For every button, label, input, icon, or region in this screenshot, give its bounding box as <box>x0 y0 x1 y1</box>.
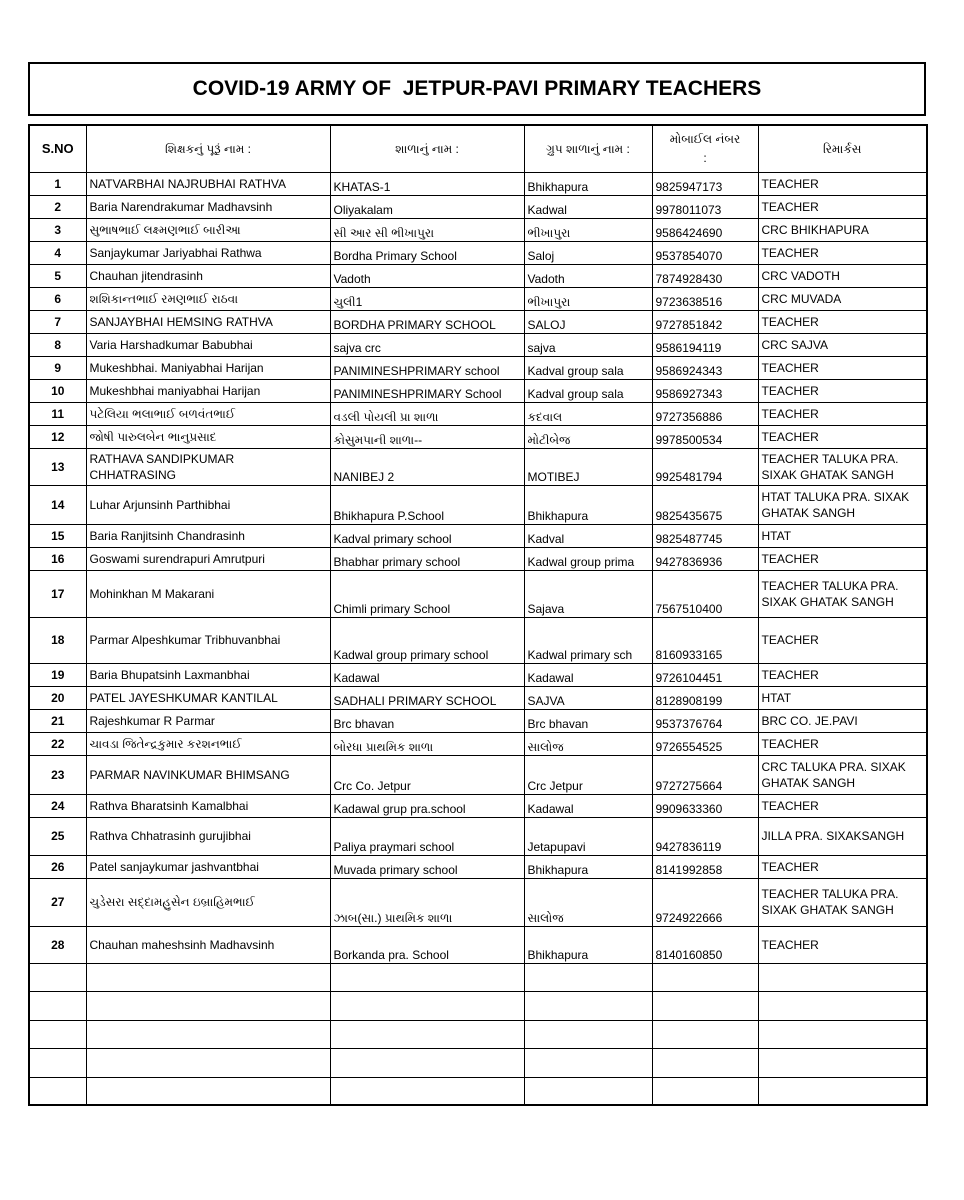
remarks-text: TEACHER <box>761 551 819 566</box>
mobile-number-cell: 9925481794 <box>652 448 758 485</box>
teacher-name-text: Chauhan maheshsinh Madhavsinh <box>89 937 275 952</box>
table-row <box>29 356 927 379</box>
group-school-name-cell: Jetapupavi <box>524 817 652 855</box>
mobile-number-cell: 9723638516 <box>652 287 758 310</box>
teacher-name-text: Varia Harshadkumar Babubhai <box>89 337 253 352</box>
remarks-text: HTAT <box>761 690 792 705</box>
teacher-name-cell <box>86 709 330 732</box>
teacher-name-text: પટેલિયા ભલાભાઈ બળવંતભાઈ <box>89 406 236 421</box>
empty-cell <box>29 991 86 1020</box>
teacher-name-text: Mohinkhan M Makarani <box>89 586 215 601</box>
school-name-cell: Bordha Primary School <box>330 241 524 264</box>
group-school-name-cell: Kadval group sala <box>524 379 652 402</box>
mobile-number-cell: 9427836936 <box>652 547 758 570</box>
sno-cell: 25 <box>29 817 86 855</box>
table-row <box>29 617 927 663</box>
empty-cell <box>758 1048 927 1077</box>
table-row <box>29 570 927 617</box>
mobile-number-cell: 9727851842 <box>652 310 758 333</box>
sno-cell: 18 <box>29 617 86 663</box>
empty-cell <box>29 963 86 991</box>
remarks-text: BRC CO. JE.PAVI <box>761 713 858 728</box>
group-school-name-cell: SAJVA <box>524 686 652 709</box>
mobile-number-cell: 9537376764 <box>652 709 758 732</box>
remarks-text: TEACHER <box>761 859 819 874</box>
sno-cell: 6 <box>29 287 86 310</box>
school-name-cell: ચુલી1 <box>330 287 524 310</box>
school-name-cell: Kadwal group primary school <box>330 617 524 663</box>
group-school-name-cell: ભીખાપુરા <box>524 218 652 241</box>
group-school-name-cell: ભીખાપુરા <box>524 287 652 310</box>
mobile-number-cell: 9909633360 <box>652 794 758 817</box>
teacher-name-cell <box>86 755 330 794</box>
table-row <box>29 195 927 218</box>
teacher-name-cell <box>86 264 330 287</box>
group-school-name-cell: Vadoth <box>524 264 652 287</box>
remarks-cell <box>758 794 927 817</box>
empty-cell <box>330 991 524 1020</box>
empty-row <box>29 1020 927 1048</box>
school-name-cell: સી આર સી ભીખાપુરા <box>330 218 524 241</box>
sno-cell: 27 <box>29 878 86 926</box>
mobile-number-cell: 9727356886 <box>652 402 758 425</box>
teacher-name-cell <box>86 402 330 425</box>
remarks-cell <box>758 855 927 878</box>
remarks-cell <box>758 310 927 333</box>
group-school-name-cell: Kadwal <box>524 195 652 218</box>
school-name-cell: sajva crc <box>330 333 524 356</box>
school-name-cell: Muvada primary school <box>330 855 524 878</box>
teacher-name-cell <box>86 524 330 547</box>
school-name-cell: NANIBEJ 2 <box>330 448 524 485</box>
teacher-name-cell <box>86 485 330 524</box>
teacher-name-text: Sanjaykumar Jariyabhai Rathwa <box>89 245 262 260</box>
remarks-cell <box>758 878 927 926</box>
teacher-name-text: Rathva Chhatrasinh gurujibhai <box>89 829 251 843</box>
remarks-cell <box>758 617 927 663</box>
group-school-name-cell: MOTIBEJ <box>524 448 652 485</box>
remarks-cell <box>758 926 927 963</box>
empty-cell <box>29 1048 86 1077</box>
mobile-number-cell: 9825487745 <box>652 524 758 547</box>
empty-cell <box>652 1020 758 1048</box>
remarks-cell <box>758 379 927 402</box>
sno-cell: 26 <box>29 855 86 878</box>
group-school-name-cell: કદવાલ <box>524 402 652 425</box>
empty-cell <box>758 991 927 1020</box>
remarks-text: TEACHER <box>761 314 819 329</box>
remarks-text: CRC BHIKHAPURA <box>761 222 869 237</box>
table-row <box>29 218 927 241</box>
teacher-name-text: ચુડેસરા સદ્દામહુસેન ઇબ્રાહિમભાઈ <box>89 895 255 909</box>
teacher-name-cell <box>86 878 330 926</box>
group-school-name-cell: Bhikhapura <box>524 172 652 195</box>
sno-cell: 11 <box>29 402 86 425</box>
table-row <box>29 663 927 686</box>
school-name-cell: Kadval primary school <box>330 524 524 547</box>
empty-row <box>29 963 927 991</box>
table-body <box>29 172 927 1105</box>
remarks-cell <box>758 524 927 547</box>
school-name-cell: ઝાબ(સા.) પ્રાથમિક શાળા <box>330 878 524 926</box>
empty-cell <box>86 1077 330 1105</box>
school-name-cell: Borkanda pra. School <box>330 926 524 963</box>
mobile-number-cell: 9427836119 <box>652 817 758 855</box>
teacher-name-cell <box>86 310 330 333</box>
teacher-name-cell <box>86 926 330 963</box>
teacher-name-cell <box>86 617 330 663</box>
empty-row <box>29 991 927 1020</box>
remarks-cell <box>758 817 927 855</box>
empty-cell <box>524 1020 652 1048</box>
mobile-number-cell: 9724922666 <box>652 878 758 926</box>
sno-cell: 20 <box>29 686 86 709</box>
teacher-name-cell <box>86 448 330 485</box>
teacher-name-text: Goswami surendrapuri Amrutpuri <box>89 551 265 566</box>
remarks-cell <box>758 663 927 686</box>
teacher-name-text: Mukeshbhai. Maniyabhai Harijan <box>89 360 264 375</box>
group-school-name-cell: Bhikhapura <box>524 855 652 878</box>
header-remarks: રિમાર્કસ <box>758 125 927 172</box>
sno-cell: 13 <box>29 448 86 485</box>
empty-cell <box>758 1020 927 1048</box>
remarks-text: TEACHER <box>761 429 819 444</box>
sno-cell: 22 <box>29 732 86 755</box>
table-row <box>29 402 927 425</box>
teacher-name-text: PATEL JAYESHKUMAR KANTILAL <box>89 690 278 705</box>
group-school-name-cell: Kadval <box>524 524 652 547</box>
teacher-name-text: Mukeshbhai maniyabhai Harijan <box>89 383 261 398</box>
table-row <box>29 755 927 794</box>
group-school-name-cell: sajva <box>524 333 652 356</box>
header-row <box>29 125 927 172</box>
group-school-name-cell: Kadval group sala <box>524 356 652 379</box>
remarks-cell <box>758 686 927 709</box>
sno-cell: 4 <box>29 241 86 264</box>
remarks-cell <box>758 570 927 617</box>
school-name-cell: Oliyakalam <box>330 195 524 218</box>
teacher-name-cell <box>86 379 330 402</box>
remarks-text: TEACHER <box>761 199 819 214</box>
remarks-text: TEACHER <box>761 798 819 813</box>
teacher-name-text: ચાવડા જિતેન્દ્રકુમાર કરશનભાઈ <box>89 736 242 751</box>
mobile-number-cell: 9537854070 <box>652 241 758 264</box>
empty-cell <box>86 1020 330 1048</box>
sno-cell: 5 <box>29 264 86 287</box>
mobile-number-cell: 9825947173 <box>652 172 758 195</box>
teacher-name-cell <box>86 817 330 855</box>
empty-cell <box>652 963 758 991</box>
remarks-cell <box>758 241 927 264</box>
table-row <box>29 172 927 195</box>
mobile-number-cell: 9586924343 <box>652 356 758 379</box>
teacher-name-text: Rajeshkumar R Parmar <box>89 713 215 728</box>
empty-cell <box>524 1077 652 1105</box>
remarks-cell <box>758 547 927 570</box>
teacher-name-cell <box>86 287 330 310</box>
remarks-cell <box>758 709 927 732</box>
header-teacher-name: શિક્ષકનું પૂરૂં નામ : <box>86 125 330 172</box>
teacher-name-cell <box>86 425 330 448</box>
header-group-school-name: ગ્રુપ શાળાનું નામ : <box>524 125 652 172</box>
teacher-name-cell <box>86 732 330 755</box>
header-sno: S.NO <box>29 125 86 172</box>
empty-cell <box>652 1077 758 1105</box>
teacher-name-cell <box>86 195 330 218</box>
empty-cell <box>758 1077 927 1105</box>
table-row <box>29 686 927 709</box>
school-name-cell: Paliya praymari school <box>330 817 524 855</box>
remarks-text: HTAT TALUKA PRA. SIXAK GHATAK SANGH <box>761 489 910 520</box>
sno-cell: 15 <box>29 524 86 547</box>
empty-cell <box>330 1020 524 1048</box>
remarks-text: TEACHER <box>761 245 819 260</box>
school-name-cell: KHATAS-1 <box>330 172 524 195</box>
teacher-name-text: Rathva Bharatsinh Kamalbhai <box>89 798 249 813</box>
remarks-cell <box>758 172 927 195</box>
sno-cell: 12 <box>29 425 86 448</box>
teacher-name-text: શશિકાન્તભાઈ રમણભાઈ રાઠવા <box>89 291 239 306</box>
remarks-cell <box>758 287 927 310</box>
sno-cell: 8 <box>29 333 86 356</box>
table-row <box>29 926 927 963</box>
mobile-number-cell: 9825435675 <box>652 485 758 524</box>
remarks-text: TEACHER <box>761 360 819 375</box>
remarks-text: HTAT <box>761 528 792 543</box>
remarks-text: JILLA PRA. SIXAKSANGH <box>761 829 905 843</box>
sno-cell: 28 <box>29 926 86 963</box>
empty-cell <box>524 991 652 1020</box>
teacher-name-cell <box>86 794 330 817</box>
remarks-cell <box>758 425 927 448</box>
school-name-cell: Kadawal grup pra.school <box>330 794 524 817</box>
remarks-text: TEACHER <box>761 937 819 952</box>
sno-cell: 17 <box>29 570 86 617</box>
teachers-table <box>28 124 928 1106</box>
mobile-number-cell: 8160933165 <box>652 617 758 663</box>
teacher-name-cell <box>86 663 330 686</box>
teacher-name-cell <box>86 356 330 379</box>
remarks-text: CRC TALUKA PRA. SIXAK GHATAK SANGH <box>761 759 906 790</box>
teacher-name-text: સુભાષભાઈ લક્ષ્મણભાઈ બારીઆ <box>89 222 241 237</box>
table-row <box>29 448 927 485</box>
teacher-name-text: Patel sanjaykumar jashvantbhai <box>89 859 259 874</box>
remarks-cell <box>758 402 927 425</box>
table-row <box>29 333 927 356</box>
mobile-number-cell: 9586927343 <box>652 379 758 402</box>
mobile-number-cell: 8140160850 <box>652 926 758 963</box>
teacher-name-cell <box>86 218 330 241</box>
teacher-name-text: જોષી પારુલબેન ભાનુપ્રસાદ <box>89 429 217 444</box>
sno-cell: 9 <box>29 356 86 379</box>
school-name-cell: વડલી પોયલી પ્રા શાળા <box>330 402 524 425</box>
teacher-name-text: PARMAR NAVINKUMAR BHIMSANG <box>89 767 290 782</box>
school-name-cell: BORDHA PRIMARY SCHOOL <box>330 310 524 333</box>
group-school-name-cell: Sajava <box>524 570 652 617</box>
teacher-name-text: Baria Bhupatsinh Laxmanbhai <box>89 667 250 682</box>
empty-cell <box>524 1048 652 1077</box>
empty-cell <box>330 1077 524 1105</box>
remarks-cell <box>758 448 927 485</box>
group-school-name-cell: Bhikhapura <box>524 485 652 524</box>
empty-cell <box>652 1048 758 1077</box>
teacher-name-cell <box>86 855 330 878</box>
remarks-text: TEACHER <box>761 736 819 751</box>
empty-cell <box>652 991 758 1020</box>
table-row <box>29 547 927 570</box>
table-row <box>29 264 927 287</box>
teacher-name-cell <box>86 172 330 195</box>
remarks-text: TEACHER <box>761 667 819 682</box>
table-row <box>29 379 927 402</box>
teacher-name-text: NATVARBHAI NAJRUBHAI RATHVA <box>89 176 286 191</box>
mobile-number-cell: 7874928430 <box>652 264 758 287</box>
group-school-name-cell: સાલોજ <box>524 732 652 755</box>
school-name-cell: બોરધા પ્રાથમિક શાળા <box>330 732 524 755</box>
empty-cell <box>86 963 330 991</box>
school-name-cell: Kadawal <box>330 663 524 686</box>
table-row <box>29 855 927 878</box>
empty-row <box>29 1077 927 1105</box>
remarks-cell <box>758 264 927 287</box>
school-name-cell: PANIMINESHPRIMARY school <box>330 356 524 379</box>
mobile-number-cell: 9726554525 <box>652 732 758 755</box>
mobile-number-cell: 9978500534 <box>652 425 758 448</box>
sno-cell: 14 <box>29 485 86 524</box>
teacher-name-text: Luhar Arjunsinh Parthibhai <box>89 497 231 512</box>
teacher-name-text: Baria Ranjitsinh Chandrasinh <box>89 528 245 543</box>
title-box <box>28 62 926 116</box>
remarks-cell <box>758 333 927 356</box>
remarks-cell <box>758 732 927 755</box>
table-row <box>29 817 927 855</box>
mobile-number-cell: 9586194119 <box>652 333 758 356</box>
sno-cell: 23 <box>29 755 86 794</box>
mobile-number-cell: 9726104451 <box>652 663 758 686</box>
sno-cell: 21 <box>29 709 86 732</box>
remarks-text: TEACHER TALUKA PRA. SIXAK GHATAK SANGH <box>761 451 899 482</box>
sno-cell: 1 <box>29 172 86 195</box>
empty-cell <box>758 963 927 991</box>
sno-cell: 10 <box>29 379 86 402</box>
table-row <box>29 709 927 732</box>
page-title: COVID-19 ARMY OF JETPUR-PAVI PRIMARY TEACHERS <box>192 77 762 100</box>
table-row <box>29 287 927 310</box>
school-name-cell: SADHALI PRIMARY SCHOOL <box>330 686 524 709</box>
remarks-text: CRC MUVADA <box>761 291 842 306</box>
school-name-cell: Bhikhapura P.School <box>330 485 524 524</box>
table-row <box>29 732 927 755</box>
teacher-name-text: Baria Narendrakumar Madhavsinh <box>89 199 273 214</box>
empty-cell <box>29 1077 86 1105</box>
header-mobile-label: મોબાઈલ નંબર : <box>669 131 741 165</box>
group-school-name-cell: Saloj <box>524 241 652 264</box>
group-school-name-cell: Kadwal primary sch <box>524 617 652 663</box>
group-school-name-cell: મોટીબેજ <box>524 425 652 448</box>
remarks-cell <box>758 485 927 524</box>
group-school-name-cell: Crc Jetpur <box>524 755 652 794</box>
mobile-number-cell: 9727275664 <box>652 755 758 794</box>
remarks-text: CRC SAJVA <box>761 337 828 352</box>
sno-cell: 24 <box>29 794 86 817</box>
empty-cell <box>86 1048 330 1077</box>
school-name-cell: Brc bhavan <box>330 709 524 732</box>
table-row <box>29 485 927 524</box>
table-row <box>29 241 927 264</box>
sno-cell: 16 <box>29 547 86 570</box>
group-school-name-cell: Kadawal <box>524 663 652 686</box>
table-row <box>29 794 927 817</box>
empty-cell <box>86 991 330 1020</box>
teacher-name-text: Chauhan jitendrasinh <box>89 268 203 283</box>
teacher-name-cell <box>86 333 330 356</box>
remarks-text: TEACHER <box>761 383 819 398</box>
group-school-name-cell: Kadwal group prima <box>524 547 652 570</box>
sno-cell: 19 <box>29 663 86 686</box>
empty-cell <box>330 963 524 991</box>
teacher-name-cell <box>86 686 330 709</box>
school-name-cell: Crc Co. Jetpur <box>330 755 524 794</box>
remarks-text: CRC VADOTH <box>761 268 840 283</box>
remarks-text: TEACHER <box>761 633 819 647</box>
group-school-name-cell: Brc bhavan <box>524 709 652 732</box>
teacher-name-cell <box>86 570 330 617</box>
sno-cell: 2 <box>29 195 86 218</box>
remarks-cell <box>758 755 927 794</box>
empty-cell <box>29 1020 86 1048</box>
header-school-name: શાળાનું નામ : <box>330 125 524 172</box>
empty-row <box>29 1048 927 1077</box>
table-row <box>29 524 927 547</box>
group-school-name-cell: સાલોજ <box>524 878 652 926</box>
remarks-text: TEACHER TALUKA PRA. SIXAK GHATAK SANGH <box>761 887 899 917</box>
empty-cell <box>330 1048 524 1077</box>
group-school-name-cell: SALOJ <box>524 310 652 333</box>
header-mobile-number <box>652 125 758 172</box>
group-school-name-cell: Kadawal <box>524 794 652 817</box>
school-name-cell: Vadoth <box>330 264 524 287</box>
remarks-cell <box>758 195 927 218</box>
remarks-text: TEACHER TALUKA PRA. SIXAK GHATAK SANGH <box>761 578 899 609</box>
remarks-text: TEACHER <box>761 176 819 191</box>
table-row <box>29 425 927 448</box>
mobile-number-cell: 8141992858 <box>652 855 758 878</box>
teacher-name-text: SANJAYBHAI HEMSING RATHVA <box>89 314 273 329</box>
school-name-cell: Chimli primary School <box>330 570 524 617</box>
school-name-cell: Bhabhar primary school <box>330 547 524 570</box>
mobile-number-cell: 9586424690 <box>652 218 758 241</box>
mobile-number-cell: 8128908199 <box>652 686 758 709</box>
group-school-name-cell: Bhikhapura <box>524 926 652 963</box>
teacher-name-cell <box>86 241 330 264</box>
remarks-cell <box>758 218 927 241</box>
sno-cell: 7 <box>29 310 86 333</box>
teacher-name-text: Parmar Alpeshkumar Tribhuvanbhai <box>89 633 281 647</box>
remarks-text: TEACHER <box>761 406 819 421</box>
school-name-cell: કોસુમપાની શાળા-- <box>330 425 524 448</box>
empty-cell <box>524 963 652 991</box>
teacher-name-text: RATHAVA SANDIPKUMAR CHHATRASING <box>89 451 235 482</box>
mobile-number-cell: 9978011073 <box>652 195 758 218</box>
remarks-cell <box>758 356 927 379</box>
teacher-name-cell <box>86 547 330 570</box>
table-row <box>29 310 927 333</box>
school-name-cell: PANIMINESHPRIMARY School <box>330 379 524 402</box>
mobile-number-cell: 7567510400 <box>652 570 758 617</box>
table-row <box>29 878 927 926</box>
sno-cell: 3 <box>29 218 86 241</box>
